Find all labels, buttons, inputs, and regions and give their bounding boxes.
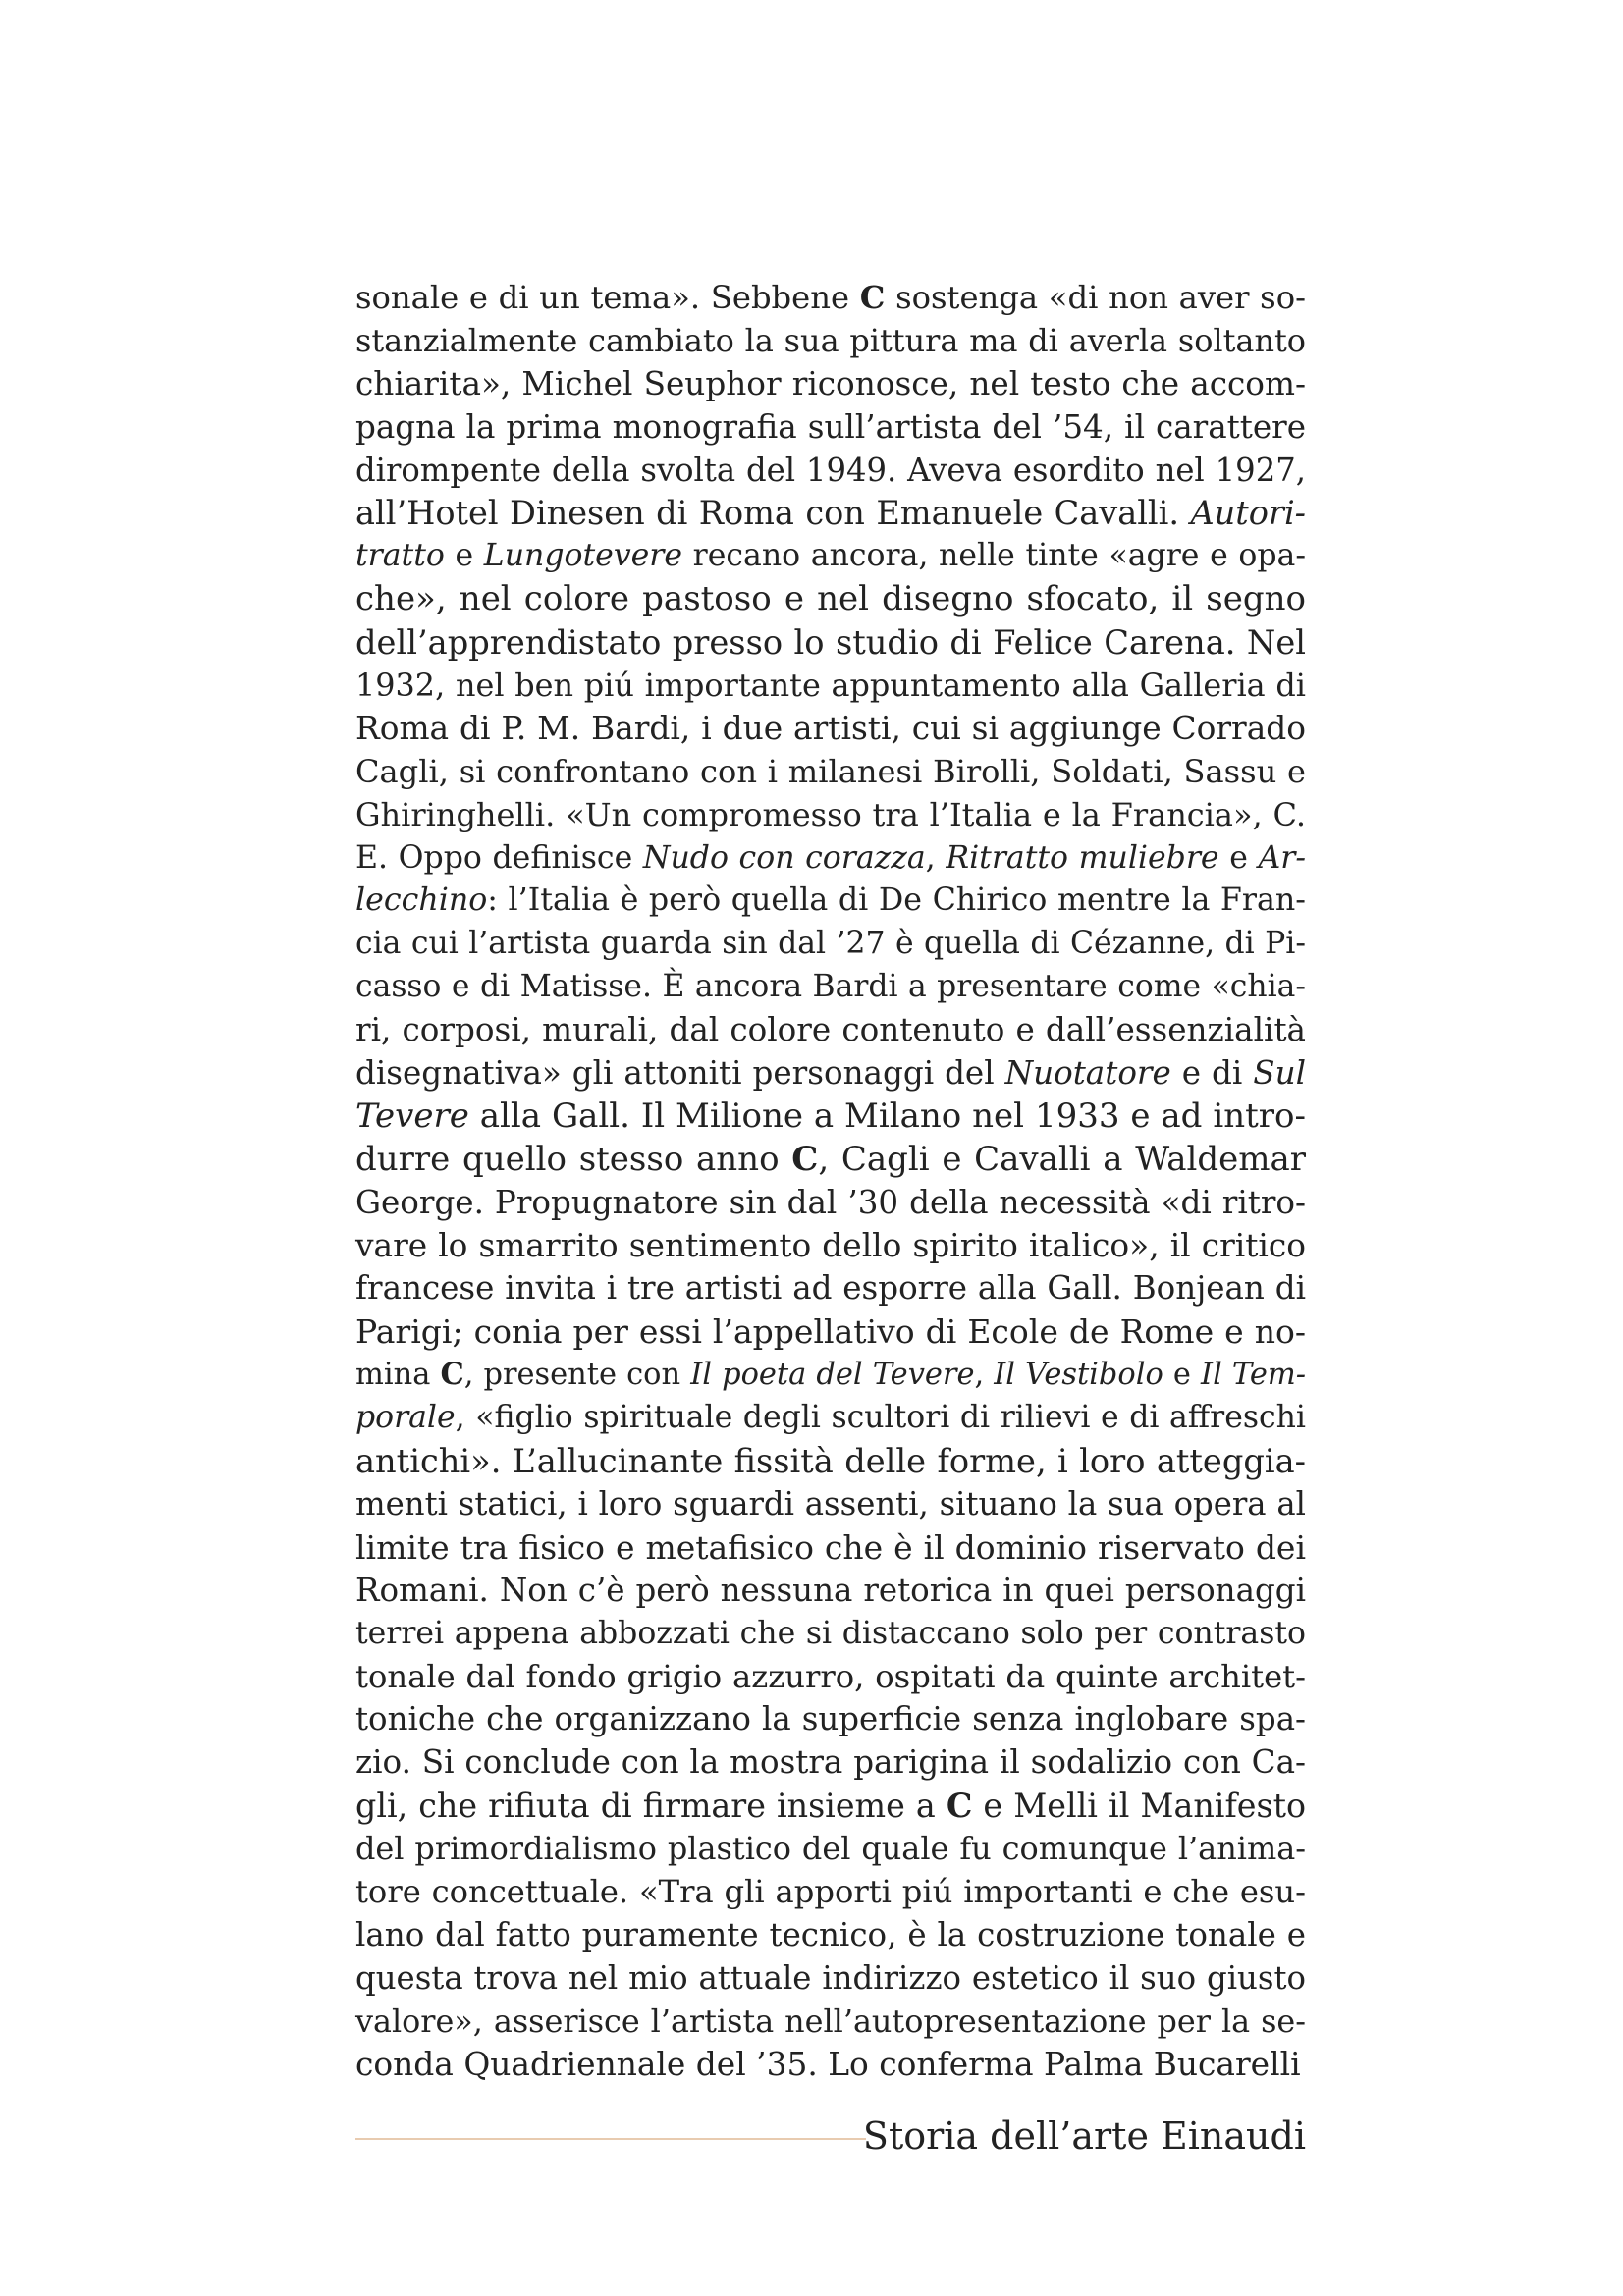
text-segment: zio. Si conclude con la mostra parigina il sodalizio con Ca- xyxy=(355,1743,1306,1782)
text-segment: tonale dal fondo grigio azzurro, ospitati da quinte architet- xyxy=(355,1657,1306,1695)
artwork-title: lecchino xyxy=(355,882,488,919)
text-segment: sostenga «di non aver so- xyxy=(885,279,1306,316)
text-segment: Cagli, si confrontano con i milanesi Birolli, Soldati, Sassu e xyxy=(355,752,1306,790)
text-line xyxy=(355,1139,1306,1182)
text-line xyxy=(355,1354,1306,1397)
text-line xyxy=(355,1656,1306,1699)
text-segment: tore concettuale. «Tra gli apporti piú importanti e che esu- xyxy=(355,1872,1306,1910)
text-segment: questa trova nel mio attuale indirizzo estetico il suo giusto xyxy=(355,1958,1306,1997)
text-segment: francese invita i tre artisti ad esporre alla Gall. Bonjean di xyxy=(355,1269,1306,1308)
text-segment: del primordialismo plastico del quale fu comunque l’anima- xyxy=(355,1830,1306,1868)
text-line xyxy=(355,1009,1306,1052)
text-segment: vare lo smarrito sentimento dello spirito italico», il critico xyxy=(355,1226,1306,1264)
text-line xyxy=(355,1397,1306,1440)
text-line xyxy=(355,406,1306,450)
text-segment: durre quello stesso anno xyxy=(355,1139,792,1179)
text-line xyxy=(355,320,1306,363)
text-segment: ri, corposi, murali, dal colore contenuto e dall’essenzialità xyxy=(355,1011,1306,1049)
text-segment: menti statici, i loro sguardi assenti, situano la sua opera al xyxy=(355,1484,1306,1522)
text-line xyxy=(355,621,1306,665)
text-line xyxy=(355,1570,1306,1613)
text-segment: antichi». L’allucinante fissità delle forme, i loro atteggia- xyxy=(355,1442,1306,1481)
text-line xyxy=(355,1052,1306,1095)
text-line xyxy=(355,1914,1306,1957)
text-line xyxy=(355,1613,1306,1656)
text-segment: che», nel colore pastoso e nel disegno sfocato, il segno xyxy=(355,579,1306,619)
text-segment: e xyxy=(1163,1358,1202,1393)
text-segment: gli, che rifiuta di firmare insieme a xyxy=(355,1787,947,1826)
text-segment: e di xyxy=(1170,1054,1254,1093)
text-segment: , presente con xyxy=(463,1358,691,1393)
text-line xyxy=(355,1267,1306,1310)
author-initial: C xyxy=(791,1139,819,1179)
text-segment: toniche che organizzano la superficie senza inglobare spa- xyxy=(355,1700,1306,1738)
artwork-title: Sul xyxy=(1253,1054,1306,1093)
text-line xyxy=(355,578,1306,621)
text-segment: cia cui l’artista guarda sin dal ’27 è quella di Cézanne, di Pi- xyxy=(355,926,1306,962)
text-segment: recano ancora, nelle tinte «agre e opa- xyxy=(682,538,1306,574)
artwork-title: Ritratto muliebre xyxy=(946,839,1219,876)
text-segment: alla Gall. Il Milione a Milano nel 1933 e ad intro- xyxy=(468,1095,1306,1136)
text-line xyxy=(355,794,1306,837)
artwork-title: Lungotevere xyxy=(483,538,683,574)
text-line xyxy=(355,880,1306,923)
text-segment: conda Quadriennale del ’35. Lo conferma Palma Bucarelli xyxy=(355,2045,1301,2083)
text-segment: e xyxy=(1218,839,1259,876)
text-line xyxy=(355,1483,1306,1526)
text-line xyxy=(355,1741,1306,1785)
text-line xyxy=(355,1957,1306,2001)
text-segment: pagna la prima monografia sull’artista del ’54, il carattere xyxy=(355,407,1306,446)
text-segment: , xyxy=(974,1358,995,1393)
text-segment: all’Hotel Dinesen di Roma con Emanuele Cavalli. xyxy=(355,494,1191,533)
text-segment: , «figlio spirituale degli scultori di rilievi e di affreschi xyxy=(455,1400,1306,1436)
body-text xyxy=(355,277,1306,2086)
text-segment: 1932, nel ben piú importante appuntamento alla Galleria di xyxy=(355,667,1306,705)
artwork-title: Tevere xyxy=(355,1095,469,1136)
text-line xyxy=(355,1182,1306,1225)
text-segment: : l’Italia è però quella di De Chirico mentre la Fran- xyxy=(487,882,1306,919)
artwork-title: tratto xyxy=(355,538,445,574)
text-segment: dirompente della svolta del 1949. Aveva esordito nel 1927, xyxy=(355,451,1306,489)
text-line xyxy=(355,277,1306,320)
author-initial: C xyxy=(946,1787,973,1826)
text-segment: Romani. Non c’è però nessuna retorica in quei personaggi xyxy=(355,1571,1306,1609)
text-line xyxy=(355,492,1306,535)
text-segment: Ghiringhelli. «Un compromesso tra l’Italia e la Francia», C. xyxy=(355,795,1306,833)
text-line xyxy=(355,535,1306,578)
text-line xyxy=(355,1310,1306,1354)
text-segment: George. Propugnatore sin dal ’30 della necessità «di ritro- xyxy=(355,1183,1306,1221)
text-line xyxy=(355,1095,1306,1139)
artwork-title: Il Vestibolo xyxy=(994,1358,1163,1393)
artwork-title: Nudo con corazza xyxy=(642,839,926,876)
text-line xyxy=(355,1871,1306,1914)
text-line xyxy=(355,1785,1306,1828)
text-segment: terrei appena abbozzati che si distaccano solo per contrasto xyxy=(355,1615,1306,1651)
text-segment: disegnativa» gli attoniti personaggi del xyxy=(355,1054,1005,1093)
text-line xyxy=(355,837,1306,881)
text-line xyxy=(355,1526,1306,1570)
footer-rule xyxy=(355,2138,866,2140)
artwork-title: Autori- xyxy=(1190,494,1306,533)
text-segment: E. Oppo definisce xyxy=(355,839,643,876)
artwork-title: Nuotatore xyxy=(1004,1054,1171,1093)
text-line xyxy=(355,708,1306,751)
text-segment: mina xyxy=(355,1358,441,1393)
artwork-title: Ar- xyxy=(1258,839,1306,876)
text-segment: dell’apprendistato presso lo studio di Felice Carena. Nel xyxy=(355,623,1306,663)
artwork-title: Il Tem- xyxy=(1201,1358,1307,1393)
footer-label: Storia dell’arte Einaudi xyxy=(862,2114,1306,2158)
text-segment: Roma di P. M. Bardi, i due artisti, cui si aggiunge Corrado xyxy=(355,709,1306,747)
text-line xyxy=(355,966,1306,1009)
text-line xyxy=(355,751,1306,794)
text-segment: , xyxy=(925,839,947,876)
text-segment: valore», asserisce l’artista nell’autopresentazione per la se- xyxy=(355,2002,1306,2040)
text-segment: lano dal fatto puramente tecnico, è la costruzione tonale e xyxy=(355,1915,1306,1953)
text-line xyxy=(355,923,1306,966)
text-line xyxy=(355,2044,1306,2087)
text-segment: Parigi; conia per essi l’appellativo di Ecole de Rome e no- xyxy=(355,1312,1306,1352)
text-segment: stanzialmente cambiato la sua pittura ma di averla soltanto xyxy=(355,321,1306,359)
text-line xyxy=(355,1828,1306,1871)
text-segment: e Melli il Manifesto xyxy=(972,1787,1306,1826)
text-segment: chiarita», Michel Seuphor riconosce, nel testo che accom- xyxy=(355,364,1306,402)
text-segment: e xyxy=(444,538,484,574)
artwork-title: porale xyxy=(355,1400,456,1436)
text-segment: casso e di Matisse. È ancora Bardi a presentare come «chia- xyxy=(355,969,1306,1005)
text-line xyxy=(355,1440,1306,1483)
text-line xyxy=(355,1698,1306,1741)
text-segment: sonale e di un tema». Sebbene xyxy=(355,279,860,316)
text-segment: limite tra fisico e metafisico che è il dominio riservato dei xyxy=(355,1527,1306,1567)
author-initial: C xyxy=(859,279,886,316)
text-line xyxy=(355,665,1306,708)
text-line xyxy=(355,363,1306,406)
artwork-title: Il poeta del Tevere xyxy=(690,1358,975,1393)
text-line xyxy=(355,1225,1306,1268)
text-line xyxy=(355,450,1306,493)
text-segment: , Cagli e Cavalli a Waldemar xyxy=(818,1139,1306,1179)
author-initial: C xyxy=(440,1357,464,1393)
text-line xyxy=(355,2001,1306,2044)
